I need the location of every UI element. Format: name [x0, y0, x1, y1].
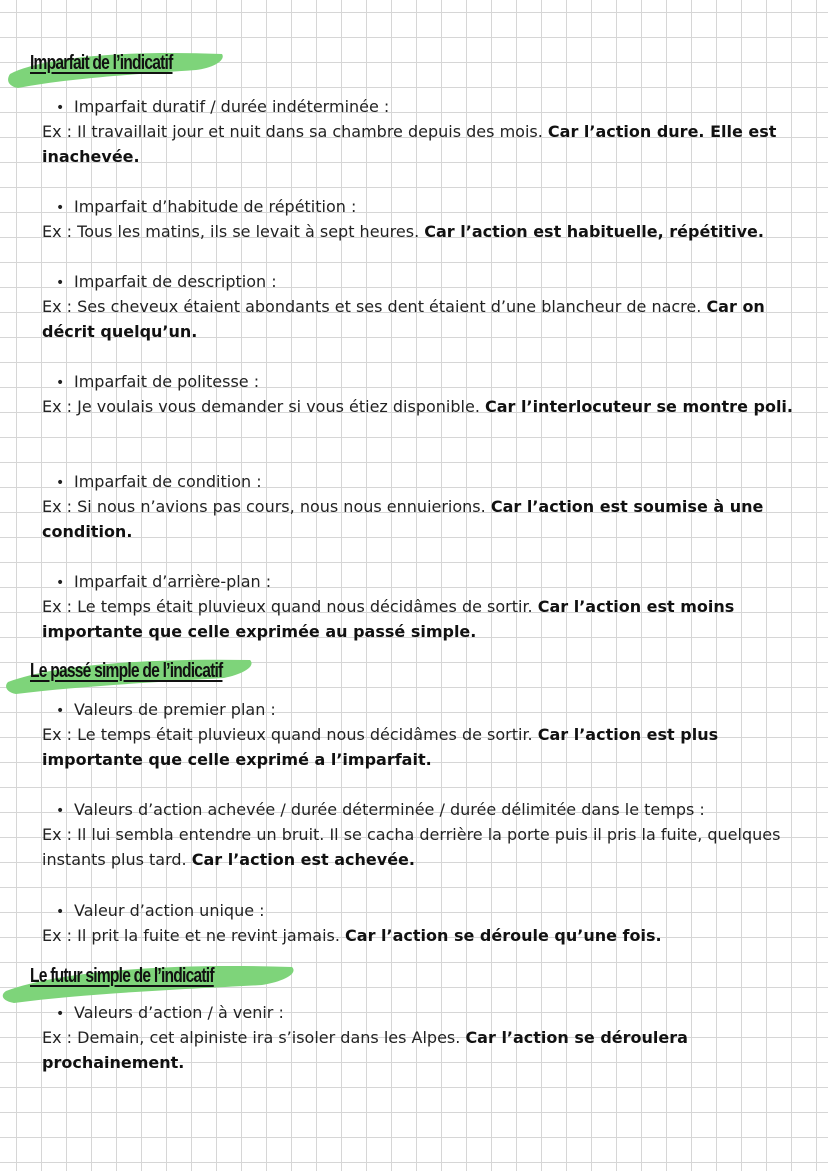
bullet-item: • Valeurs de premier plan :: [56, 700, 276, 719]
example-text: Ex : Ses cheveux étaient abondants et ses dent étaient d’une blancheur de nacre. Car on décrit quelqu’un.: [42, 297, 765, 341]
example-text: Ex : Si nous n’avions pas cours, nous nous ennuierions. Car l’action est soumise à une condition.: [42, 497, 764, 541]
bullet-item: • Imparfait d’habitude de répétition :: [56, 197, 357, 216]
example-text: Ex : Demain, cet alpiniste ira s’isoler dans les Alpes. Car l’action se déroulera prochainement.: [42, 1028, 688, 1072]
section-heading-imparfait: [0, 44, 230, 88]
explanation: Car l’action est plus importante que celle exprimé a l’imparfait.: [42, 725, 719, 769]
section-heading-passe-simple: [0, 652, 260, 696]
example-text: Ex : Tous les matins, ils se levait à sept heures. Car l’action est habituelle, répétitive.: [42, 222, 764, 241]
section-title: Le futur simple de l’indicatif: [30, 965, 214, 987]
bullet-item: • Imparfait duratif / durée indéterminée :: [56, 97, 390, 116]
section-heading-futur-simple: [0, 957, 300, 1001]
explanation: Car on décrit quelqu’un.: [42, 297, 765, 341]
bullet-item: • Imparfait de description :: [56, 272, 277, 291]
bullet-item: • Valeur d’action unique :: [56, 901, 265, 920]
explanation: Car l’action est achevée.: [191, 850, 415, 869]
explanation: Car l’action se déroule qu’une fois.: [345, 926, 662, 945]
explanation: Car l’action est moins importante que celle exprimée au passé simple.: [42, 597, 735, 641]
explanation: Car l’action se déroulera prochainement.: [42, 1028, 688, 1072]
example-text: Ex : Il prit la fuite et ne revint jamais. Car l’action se déroule qu’une fois.: [42, 926, 662, 945]
bullet-item: • Valeurs d’action / à venir :: [56, 1003, 284, 1022]
section-title: Le passé simple de l’indicatif: [30, 660, 223, 682]
explanation: Car l’action est soumise à une condition.: [42, 497, 764, 541]
bullet-item: • Imparfait d’arrière-plan :: [56, 572, 272, 591]
bullet-item: • Imparfait de politesse :: [56, 372, 260, 391]
example-text: Ex : Le temps était pluvieux quand nous décidâmes de sortir. Car l’action est plus importante que celle exprimé a l’imparfait.: [42, 725, 719, 769]
example-text: Ex : Il lui sembla entendre un bruit. Il se cacha derrière la porte puis il pris la fuite, quelques instants plus tard. Car l’action est achevée.: [42, 825, 781, 869]
bullet-item: • Valeurs d’action achevée / durée déterminée / durée délimitée dans le temps :: [56, 800, 705, 819]
example-text: Ex : Le temps était pluvieux quand nous décidâmes de sortir. Car l’action est moins importante que celle exprimée au passé simple.: [42, 597, 735, 641]
explanation: Car l’interlocuteur se montre poli.: [485, 397, 793, 416]
bullet-item: • Imparfait de condition :: [56, 472, 262, 491]
explanation: Car l’action dure. Elle est inachevée.: [42, 122, 777, 166]
example-text: Ex : Il travaillait jour et nuit dans sa chambre depuis des mois. Car l’action dure. Elle est inachevée.: [42, 122, 777, 166]
example-text: Ex : Je voulais vous demander si vous étiez disponible. Car l’interlocuteur se montre poli.: [42, 397, 793, 416]
section-title: Imparfait de l’indicatif: [30, 52, 173, 74]
explanation: Car l’action est habituelle, répétitive.: [424, 222, 764, 241]
